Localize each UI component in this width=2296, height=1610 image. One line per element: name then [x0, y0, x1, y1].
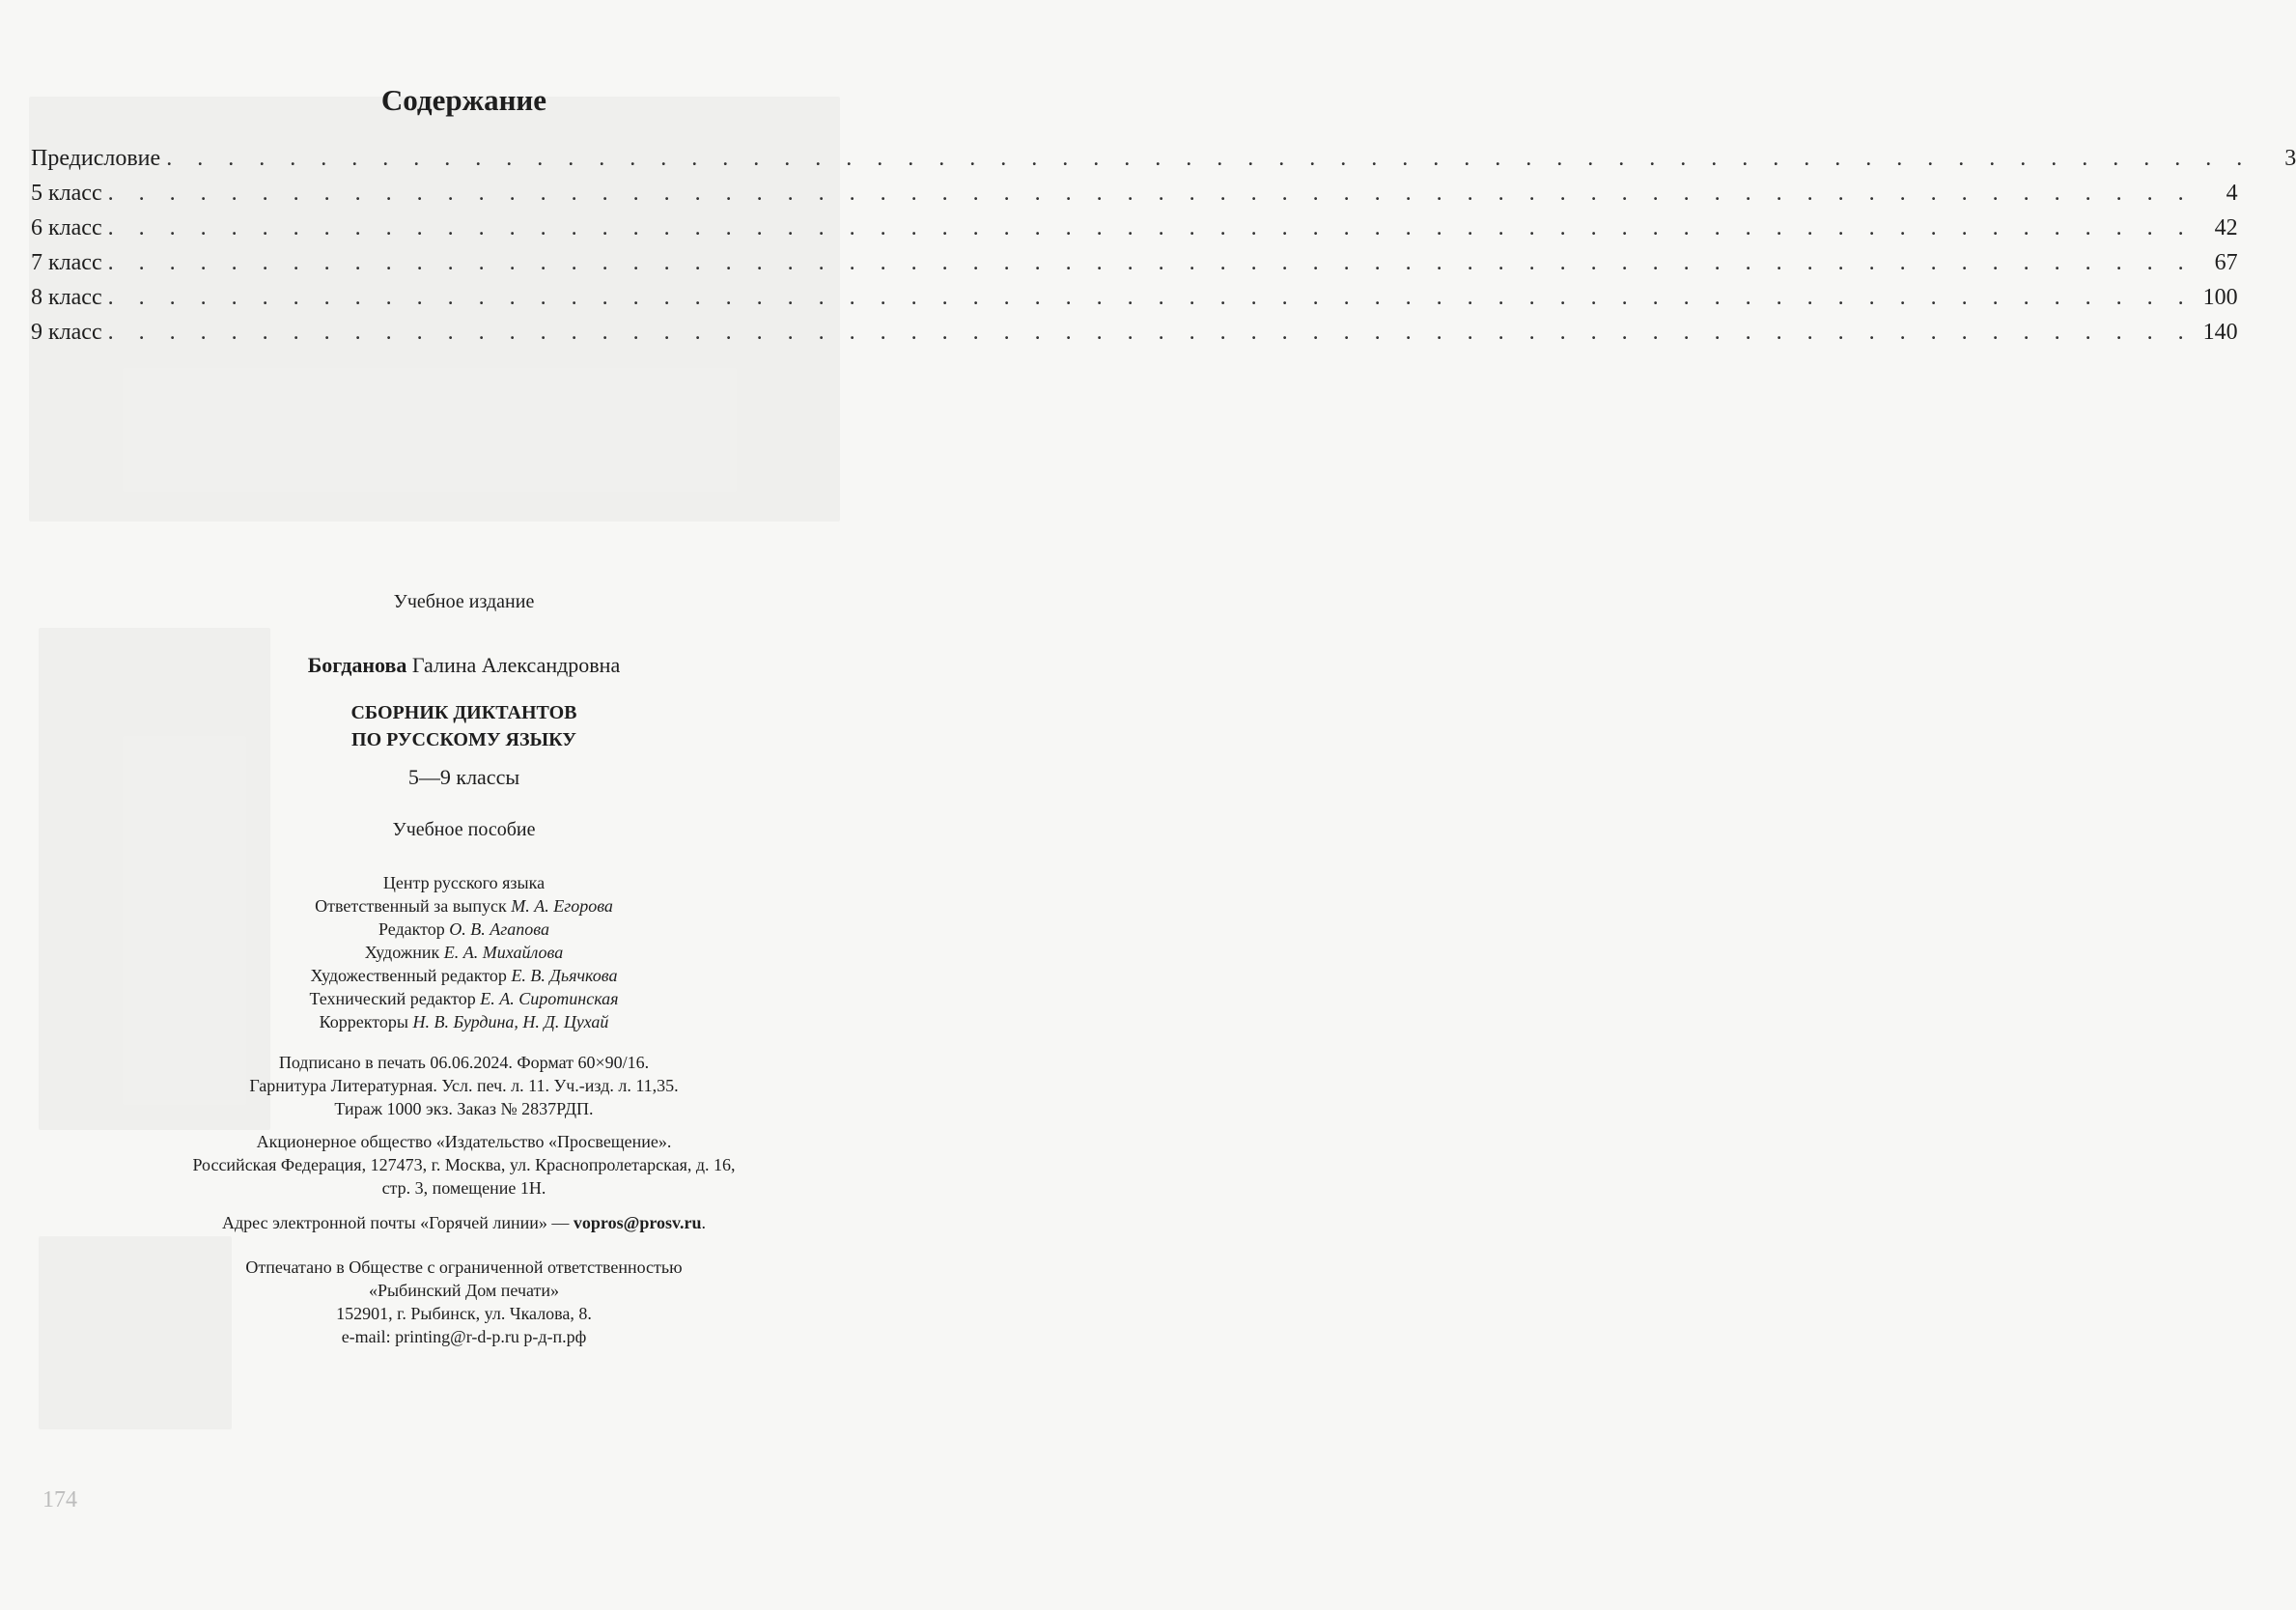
- credit-name: Е. В. Дьячкова: [511, 966, 618, 985]
- page-number: 174: [42, 1487, 77, 1512]
- publisher-line: Акционерное общество «Издательство «Просвещение».: [256, 1132, 672, 1151]
- toc-entry-label: 6 класс: [31, 215, 102, 240]
- grades: 5—9 классы: [407, 765, 520, 789]
- toc-entry-page: 140: [2202, 320, 2238, 345]
- toc-leader-dots: . . . . . . . . . . . . . . . . . . . . . . . . . . . . . . . . . . . . . . . . . . . . . . . . . . . . . . . . . . . . . . . . . . . .: [107, 181, 2194, 206]
- credits: [0, 871, 928, 1033]
- toc-entry[interactable]: [31, 211, 2238, 245]
- print-info-line: Тираж 1000 экз. Заказ № 2837РДП.: [334, 1099, 594, 1118]
- hotline-email: [0, 1213, 928, 1233]
- toc-entry-label: Предисловие: [31, 146, 161, 171]
- manual-type: Учебное пособие: [392, 819, 536, 840]
- printer-line: Отпечатано в Обществе с ограниченной ответственностью: [245, 1257, 683, 1277]
- credit-name: Е. А. Сиротинская: [480, 989, 619, 1008]
- toc-leader-dots: . . . . . . . . . . . . . . . . . . . . . . . . . . . . . . . . . . . . . . . . . . . . . . . . . . . . . . . . . . . . . . . . . . . .: [107, 285, 2194, 310]
- credit-role: Технический редактор: [309, 989, 476, 1008]
- author-surname: Богданова: [307, 653, 407, 677]
- toc-entry-page: 67: [2214, 250, 2238, 275]
- toc-leader-dots: . . . . . . . . . . . . . . . . . . . . . . . . . . . . . . . . . . . . . . . . . . . . . . . . . . . . . . . . . . . . . . . . . . . .: [107, 215, 2194, 240]
- credit-line: [0, 987, 928, 1010]
- toc-entry-page: 42: [2214, 215, 2238, 240]
- print-info: [0, 1051, 928, 1120]
- credit-role: Художник: [364, 943, 440, 962]
- hotline-email-period: .: [701, 1213, 707, 1232]
- toc-entry[interactable]: [31, 245, 2238, 280]
- publisher-line: Российская Федерация, 127473, г. Москва, ул. Краснопролетарская, д. 16,: [192, 1155, 736, 1174]
- toc-entry-label: 9 класс: [31, 320, 102, 345]
- toc-title: Содержание: [380, 83, 547, 117]
- printer-info: [0, 1256, 928, 1348]
- publisher: [0, 1130, 928, 1200]
- toc-entry-label: 8 класс: [31, 285, 102, 310]
- publisher-line: стр. 3, помещение 1Н.: [381, 1178, 546, 1198]
- toc-entry[interactable]: [31, 176, 2238, 211]
- print-info-line: Подписано в печать 06.06.2024. Формат 60×90/16.: [278, 1053, 650, 1072]
- credit-line: [0, 941, 928, 964]
- edition-type: Учебное издание: [393, 591, 535, 612]
- toc-leader-dots: . . . . . . . . . . . . . . . . . . . . . . . . . . . . . . . . . . . . . . . . . . . . . . . . . . . . . . . . . . . . . . . . . . . .: [107, 320, 2194, 345]
- book-title-line: СБОРНИК ДИКТАНТОВ: [350, 702, 577, 723]
- credit-line: [0, 1010, 928, 1033]
- hotline-email-address[interactable]: vopros@prosv.ru: [573, 1213, 702, 1232]
- credit-name: М. А. Егорова: [511, 896, 613, 916]
- toc-entry[interactable]: [31, 280, 2238, 315]
- printer-line: 152901, г. Рыбинск, ул. Чкалова, 8.: [336, 1304, 592, 1323]
- credit-role: Корректоры: [319, 1012, 408, 1031]
- credit-name: Н. В. Бурдина, Н. Д. Цухай: [412, 1012, 609, 1031]
- toc-entry-page: 3: [2284, 146, 2296, 171]
- toc-leader-dots: . . . . . . . . . . . . . . . . . . . . . . . . . . . . . . . . . . . . . . . . . . . . . . . . . . . . . . . . . . . . . . . . . . . .: [107, 250, 2194, 275]
- book-title-line: ПО РУССКОМУ ЯЗЫКУ: [351, 729, 576, 750]
- book-title: [0, 699, 928, 753]
- toc-leader-dots: . . . . . . . . . . . . . . . . . . . . . . . . . . . . . . . . . . . . . . . . . . . . . . . . . . . . . . . . . . . . . . . . . . . .: [166, 146, 2253, 171]
- printer-line: e-mail: printing@r-d-p.ru р-д-п.рф: [341, 1327, 587, 1346]
- credit-role: Художественный редактор: [310, 966, 507, 985]
- credit-name: Е. А. Михайлова: [443, 943, 564, 962]
- print-info-line: Гарнитура Литературная. Усл. печ. л. 11. Уч.-изд. л. 11,35.: [249, 1076, 679, 1095]
- credit-name: О. В. Агапова: [449, 919, 549, 939]
- author-given-name: Галина Александровна: [411, 653, 621, 677]
- toc-entry-page: 100: [2202, 285, 2238, 310]
- toc-entry[interactable]: [31, 315, 2238, 350]
- printer-line: «Рыбинский Дом печати»: [368, 1281, 560, 1300]
- author: [0, 653, 928, 678]
- credit-line: [0, 964, 928, 987]
- toc-entry-page: 4: [2226, 181, 2238, 206]
- hotline-email-label: Адрес электронной почты «Горячей линии» —: [221, 1213, 570, 1232]
- toc-entry[interactable]: [31, 141, 2296, 176]
- credit-role: Ответственный за выпуск: [315, 896, 507, 916]
- table-of-contents: [31, 141, 2296, 350]
- toc-entry-label: 5 класс: [31, 181, 102, 206]
- credit-line: [0, 918, 928, 941]
- toc-entry-label: 7 класс: [31, 250, 102, 275]
- editorial-center: Центр русского языка: [382, 873, 546, 892]
- credit-role: Редактор: [378, 919, 445, 939]
- credit-line: [0, 894, 928, 918]
